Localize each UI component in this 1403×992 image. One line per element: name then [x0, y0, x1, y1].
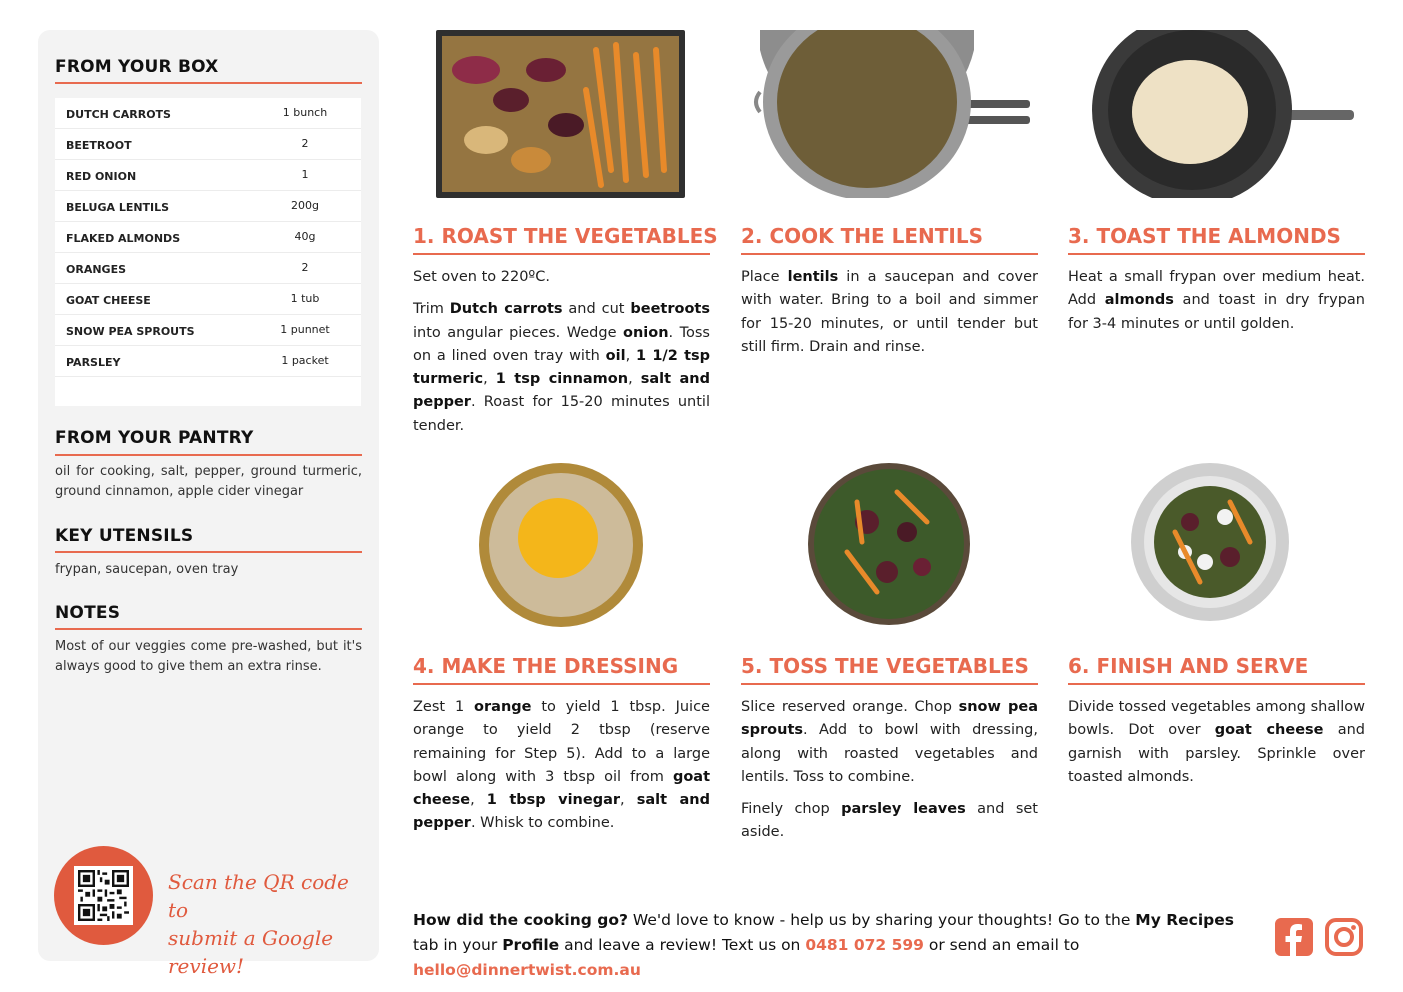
ingredient-qty: 1: [301, 168, 309, 181]
ingredient-qty: 1 packet: [281, 354, 329, 367]
text-run: and cut: [562, 301, 631, 318]
ingredient-qty: 1 bunch: [282, 106, 328, 119]
step-2-body: [741, 266, 1038, 368]
ingredient-row: [55, 284, 361, 315]
facebook-icon[interactable]: [1275, 918, 1313, 956]
step-1-body: [413, 266, 710, 447]
roast-vegetables-photo: [436, 30, 685, 198]
dressing-bowl-photo: [478, 462, 644, 628]
ingredient-row: [55, 222, 361, 253]
step-3-body: [1068, 266, 1365, 345]
text-run: Heat a small frypan over medium heat. Add: [1068, 269, 1365, 309]
bold-text: beetroots: [630, 301, 710, 318]
bold-text: oil: [605, 347, 626, 364]
text-run: Zest 1: [413, 699, 475, 715]
text-run: Trim: [413, 301, 450, 318]
text-run: and leave a review! Text us on: [559, 936, 806, 954]
step-paragraph: [741, 266, 1038, 359]
text-run: ,: [483, 371, 496, 388]
contact-link[interactable]: hello@dinnertwist.com.au: [413, 961, 641, 979]
notes-text: Most of our veggies come pre-washed, but it's always good to give them an extra rinse.: [55, 639, 362, 674]
ingredient-name: GOAT CHEESE: [66, 294, 151, 307]
bold-text: 1 tsp cinnamon: [495, 371, 629, 388]
text-run: . Add to bowl with dressing, along with roasted vegetables and lentils. Toss to combine.: [741, 722, 1038, 785]
key-utensils-heading: KEY UTENSILS: [55, 526, 194, 546]
bold-text: How did the cooking go?: [413, 911, 628, 929]
step-2-title: 2. COOK THE LENTILS: [741, 224, 984, 248]
step-paragraph: [741, 798, 1038, 845]
divider: [55, 551, 362, 553]
from-your-pantry-heading: FROM YOUR PANTRY: [55, 428, 254, 448]
ingredient-name: SNOW PEA SPROUTS: [66, 325, 195, 338]
ingredient-name: FLAKED ALMONDS: [66, 232, 181, 245]
step-paragraph: [413, 266, 710, 289]
step-paragraph: [1068, 696, 1365, 789]
from-your-box-heading: FROM YOUR BOX: [55, 57, 219, 77]
bold-text: snow pea sprouts: [741, 699, 1038, 739]
bold-text: lentils: [787, 269, 839, 285]
ingredient-qty: 1 tub: [290, 292, 320, 305]
step-4-title: 4. MAKE THE DRESSING: [413, 654, 679, 678]
text-run: ,: [628, 371, 641, 388]
text-run: or send an email to: [923, 936, 1080, 954]
ingredient-name: DUTCH CARROTS: [66, 108, 171, 121]
bold-text: My Recipes: [1135, 911, 1234, 929]
ingredient-row: [55, 253, 361, 284]
ingredient-name: RED ONION: [66, 170, 137, 183]
step-6-title: 6. FINISH AND SERVE: [1068, 654, 1309, 678]
divider: [55, 82, 362, 84]
step-paragraph: [413, 298, 710, 438]
ingredient-name: BELUGA LENTILS: [66, 201, 170, 214]
bold-text: Profile: [502, 936, 560, 954]
step-1-title: 1. ROAST THE VEGETABLES: [413, 224, 718, 248]
divider: [741, 683, 1038, 685]
ingredient-name: ORANGES: [66, 263, 127, 276]
almonds-frypan-photo: [1092, 30, 1354, 198]
text-run: We'd love to know - help us by sharing your thoughts! Go to the: [627, 911, 1136, 929]
tossed-vegetables-photo: [807, 462, 971, 626]
pantry-text: oil for cooking, salt, pepper, ground turmeric, ground cinnamon, apple cider vinegar: [55, 464, 362, 499]
ingredient-qty: 40g: [294, 230, 316, 243]
ingredient-qty: 200g: [291, 199, 319, 212]
bold-text: salt and pepper: [413, 792, 711, 832]
text-run: and garnish with parsley. Sprinkle over toasted almonds.: [1068, 722, 1365, 785]
instagram-icon[interactable]: [1325, 918, 1363, 956]
text-run: ,: [470, 792, 487, 809]
bold-text: parsley leaves: [841, 801, 966, 818]
sidebar: [38, 30, 379, 978]
divider: [1068, 683, 1365, 685]
lentils-saucepan-photo: [752, 30, 1030, 198]
divider: [55, 628, 362, 630]
text-run: to yield 1 tbsp. Juice orange to yield 2 tbsp (reserve remaining for Step 5). Add to a large bowl along with 3 tbsp oil from: [413, 699, 710, 785]
ingredient-row: [55, 191, 361, 222]
divider: [413, 253, 710, 255]
bold-text: almonds: [1104, 292, 1174, 309]
text-run: ,: [625, 347, 636, 364]
contact-link[interactable]: 0481 072 599: [805, 936, 924, 954]
step-6-body: [1068, 696, 1365, 798]
text-run: Divide tossed vegetables among shallow bowls. Dot over: [1068, 699, 1365, 739]
text-run: . Roast for 15-20 minutes until tender.: [413, 394, 710, 434]
divider: [741, 253, 1038, 255]
text-run: and set aside.: [741, 801, 1038, 841]
text-run: Set oven to 220ºC.: [413, 269, 550, 285]
text-run: Place: [741, 269, 788, 285]
text-run: into angular pieces. Wedge: [413, 324, 623, 341]
divider: [413, 683, 710, 685]
ingredient-qty: 1 punnet: [280, 323, 330, 336]
qr-caption: [168, 868, 368, 980]
bold-text: goat cheese: [1214, 722, 1324, 739]
bold-text: 1 1/2 tsp turmeric: [413, 347, 711, 388]
bold-text: goat cheese: [413, 768, 710, 809]
ingredients-table: [55, 98, 361, 406]
step-4-body: [413, 696, 710, 845]
text-run: in a saucepan and cover with water. Bring to a boil and simmer for 15-20 minutes, or until tender but still firm. Drain and rinse.: [741, 269, 1038, 355]
ingredient-row: [55, 98, 361, 129]
step-paragraph: [741, 696, 1038, 789]
ingredient-name: BEETROOT: [66, 139, 132, 152]
step-paragraph: [413, 696, 710, 836]
ingredient-name: PARSLEY: [66, 356, 121, 369]
utensils-text: frypan, saucepan, oven tray: [55, 562, 239, 577]
ingredient-row: [55, 160, 361, 191]
bold-text: Dutch carrots: [449, 301, 563, 318]
text-run: tab in your: [413, 936, 503, 954]
qr-badge[interactable]: [54, 846, 153, 945]
text-run: Slice reserved orange. Chop: [741, 699, 959, 715]
text-run: . Toss on a lined oven tray with: [413, 324, 710, 364]
bold-text: 1 tbsp vinegar: [486, 792, 621, 809]
qr-code-icon[interactable]: [74, 866, 133, 925]
notes-heading: NOTES: [55, 603, 121, 623]
ingredient-qty: 2: [301, 261, 309, 274]
step-3-title: 3. TOAST THE ALMONDS: [1068, 224, 1341, 248]
step-5-title: 5. TOSS THE VEGETABLES: [741, 654, 1029, 678]
divider: [55, 454, 362, 456]
bold-text: orange: [474, 699, 532, 715]
ingredient-row: [55, 315, 361, 346]
step-paragraph: [1068, 266, 1365, 336]
qr-caption-line1: Scan the QR code to: [168, 870, 349, 922]
qr-caption-line2: submit a Google review!: [168, 926, 334, 978]
finished-dish-photo: [1130, 462, 1290, 622]
step-5-body: [741, 696, 1038, 854]
bold-text: onion: [622, 324, 669, 341]
text-run: and toast in dry frypan for 3-4 minutes or until golden.: [1068, 292, 1366, 332]
ingredient-row: [55, 129, 361, 160]
review-footer-text: [413, 908, 1263, 983]
ingredient-qty: 2: [301, 137, 309, 150]
text-run: . Whisk to combine.: [470, 815, 615, 832]
divider: [1068, 253, 1365, 255]
ingredient-row: [55, 346, 361, 377]
bold-text: salt and pepper: [413, 371, 710, 411]
text-run: Finely chop: [741, 801, 842, 818]
text-run: ,: [620, 792, 637, 809]
